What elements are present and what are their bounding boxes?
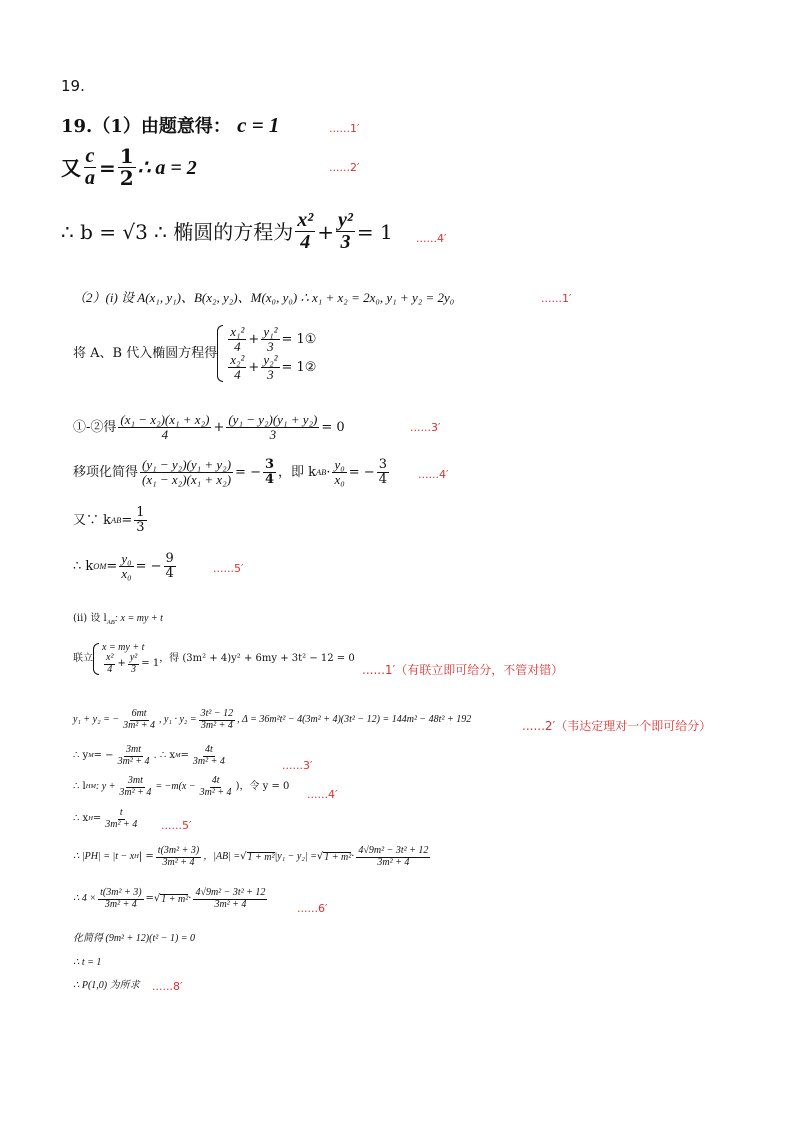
- score-2ii-6: ......6′: [297, 902, 328, 915]
- part2ii-lianli: [73, 643, 355, 675]
- score-1-2: ......2′: [329, 161, 360, 174]
- part1-line1: [61, 115, 279, 136]
- plus: +: [317, 219, 335, 244]
- part2ii-line1: (ii) 设 $l_{AB}$: x = my + t: [73, 613, 163, 626]
- part2i-simplify: 移项化简得 $\frac{\text{(y₁ − y₂)(y₁ + y₂)}}{\text{(x₁ − x₂)(x₁ + x₂)}}$ = − $\frac{3}{4}$ ，即 k AB · $\frac{\text{y₀}}{\text{x₀}}$ = − $\frac{3}{4}$: [73, 457, 387, 487]
- score-2i-3: ......3′: [410, 421, 441, 434]
- lianli-label: 联立: [73, 653, 93, 664]
- part1-line2: [61, 146, 197, 189]
- quadratic-result: ，得 (3m² + 4)y² + 6my + 3t² − 12 = 0: [159, 653, 355, 664]
- system-row-line: x = my + t: [102, 642, 145, 653]
- part2i-substitute: [73, 325, 316, 382]
- simplify-label: 移项化简得: [73, 464, 139, 480]
- part2ii-vieta: y₁ + y₂ = − $\frac{6mt}{\text{3m² + 4}}$ , y₁ · y₂ = $\frac{\text{3t² − 12}}{\text{3m² + 4}}$ , Δ = 36m²t² − 4(3m² + 4)(3t² − 12) = 144m² − 48t² + 192: [73, 708, 472, 731]
- score-2i-1: ......1′: [541, 292, 572, 305]
- score-2i-5: ......5′: [213, 562, 244, 575]
- part1-label: 19.（1）由题意得：: [61, 116, 231, 137]
- score-2ii-3: ......3′: [282, 759, 313, 772]
- system-ellipse: [217, 325, 316, 382]
- equals: =: [99, 155, 116, 180]
- b-and-ellipse-label: ∴ b = √3 ∴ 椭圆的方程为: [61, 219, 294, 244]
- fraction-x2-over-4: $\frac{\text{x²}}{4}$: [297, 209, 314, 253]
- part2i-kab: 又∵ k AB = $\frac{1}{3}$: [73, 505, 145, 535]
- fraction-c-over-a: $\frac{c}{a}$: [85, 145, 95, 189]
- a-equals-2: ∴ a = 2: [137, 156, 197, 179]
- part2ii-equation: ∴ 4 × $\frac{\text{t(3m² + 3)}}{\text{3m² + 4}}$ = √ 1 + m² · $\frac{\text{4√9m² − 3t² + 12}}{\text{3m² + 4}}$: [73, 887, 266, 910]
- part2i-difference: ①-②得 $\frac{\text{(x₁ − x₂)(x₁ + x₂)}}{4}$ + $\frac{\text{(y₁ − y₂)(y₁ + y₂)}}{3}$ = 0: [73, 412, 345, 442]
- score-2ii-5: ......5′: [161, 819, 192, 832]
- part2i-line1: （2）(i) 设 A(x₁, y₁)、B(x₂, y₂)、M(x₀, y₀) ∴ x₁ + x₂ = 2x₀, y₁ + y₂ = 2y₀: [73, 290, 455, 305]
- prefix-you: 又: [61, 155, 81, 180]
- score-2ii-2: ......2′（韦达定理对一个即可给分）: [522, 719, 712, 733]
- part2ii-yM-xM: ∴ y M = − $\frac{3mt}{\text{3m² + 4}}$ . ∴ x M = $\frac{4t}{\text{3m² + 4}}$: [73, 744, 225, 767]
- score-2ii-4: ......4′: [307, 788, 338, 801]
- fraction-y2-over-3: $\frac{\text{y²}}{3}$: [338, 209, 353, 253]
- system-row-ellipse: $\frac{\text{x²}}{4}$ + $\frac{\text{y²}}{3}$ = 1: [106, 652, 160, 675]
- problem-number: 19.: [61, 77, 85, 95]
- part1-eq1: c = 1: [237, 113, 280, 137]
- part2ii-ph-ab: ∴ |PH| = |t − x H | = $\frac{\text{t(3m² + 3)}}{\text{3m² + 4}}$ ，|AB| = √ 1 + m² |y₁ − y₂| = √ 1 + m² · $\frac{\text{4√9m² − 3t² + 12}}{\text{3m² + 4}}$: [73, 845, 429, 868]
- part2ii-final: ∴ P(1,0) 为所求: [73, 980, 140, 991]
- system-line-ellipse: [93, 643, 159, 675]
- score-2i-4: ......4′: [418, 468, 449, 481]
- part1-line3: [61, 210, 393, 253]
- part2ii-t-equals-1: ∴ t = 1: [73, 957, 102, 968]
- part2ii-lHM: ∴ l HM : y + $\frac{3mt}{\text{3m² + 4}}$ = −m(x − $\frac{4t}{\text{3m² + 4}}$ )，令 y = 0: [73, 775, 290, 798]
- score-2ii-8: ......8′: [152, 980, 183, 993]
- system-row-2: $\frac{\text{x₂²}}{4}$ + $\frac{\text{y₂²}}{3}$ = 1②: [230, 352, 317, 382]
- substitute-label: 将 A、B 代入椭圆方程得: [73, 345, 218, 361]
- part2i-kom: ∴ k OM = $\frac{\text{y₀}}{\text{x₀}}$ = − $\frac{9}{4}$: [73, 551, 174, 581]
- system-row-1: $\frac{\text{x₁²}}{4}$ + $\frac{\text{y₁²}}{3}$ = 1①: [230, 324, 317, 354]
- part2ii-xH: ∴ x H = $\frac{t}{\text{3m² + 4}}$: [73, 807, 138, 830]
- score-1-4: ......4′: [416, 232, 447, 245]
- score-2ii-1: ......1′（有联立即可给分，不管对错）: [362, 663, 564, 677]
- score-1-1: ......1′: [329, 122, 360, 135]
- equals-one: = 1: [356, 219, 393, 244]
- difference-label: ①-②得: [73, 419, 117, 435]
- fraction-half: $\frac{1}{2}$: [119, 144, 134, 190]
- part2ii-simplify: 化简得 (9m² + 12)(t² − 1) = 0: [73, 933, 196, 944]
